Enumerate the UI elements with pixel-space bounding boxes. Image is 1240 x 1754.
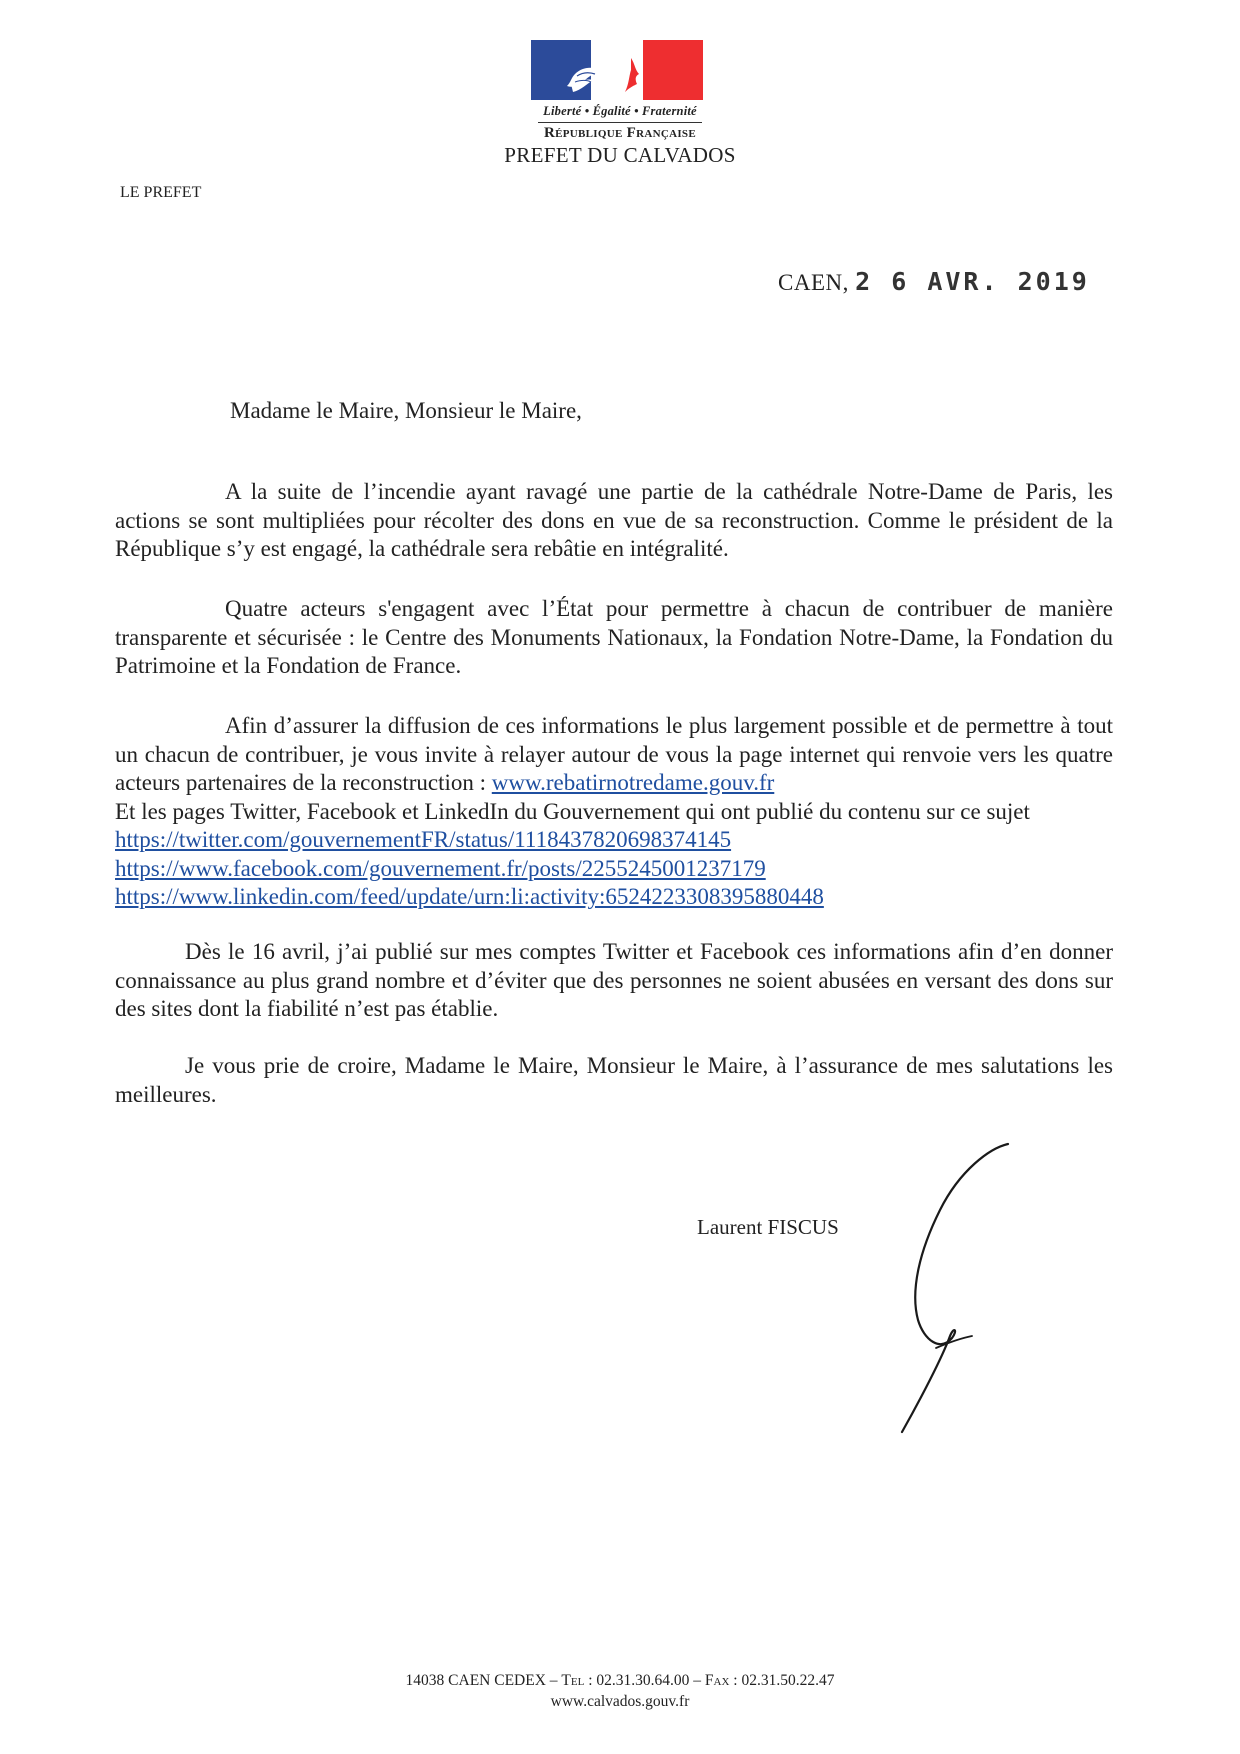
paragraph-fire bbox=[115, 478, 1113, 564]
link-linkedin[interactable]: https://www.linkedin.com/feed/update/urn:li:activity:6524223308395880448 bbox=[115, 884, 824, 909]
republic-motto: Liberté • Égalité • Fraternité bbox=[543, 104, 697, 118]
footer-tel-label: Tel bbox=[561, 1672, 585, 1689]
link-facebook[interactable]: https://www.facebook.com/gouvernement.fr/posts/2255245001237179 bbox=[115, 855, 766, 881]
date-stamp: 2 6 AVR. 2019 bbox=[855, 267, 1090, 296]
paragraph-publication-text: Dès le 16 avril, j’ai publié sur mes comptes Twitter et Facebook ces informations afin d’en donner connaissance au plus grand nombre et d’éviter que des personnes ne soient abusées en versant des dons sur des sites dont la fiabilité n’est pas établie. bbox=[115, 939, 1113, 1021]
sender-title: LE PREFET bbox=[120, 184, 202, 201]
prefecture-name: PREFET DU CALVADOS bbox=[504, 143, 736, 167]
handwritten-signature bbox=[880, 1140, 1020, 1440]
footer-website: www.calvados.gouv.fr bbox=[550, 1693, 690, 1710]
paragraph-links-text: Afin d’assurer la diffusion de ces informations le plus largement possible et de permettre à tout un chacun de contribuer, je vous invite à relayer autour de vous la page internet qui renvoie vers les quatre acteurs partenaires de la reconstruction : bbox=[115, 713, 1113, 795]
salutation: Madame le Maire, Monsieur le Maire, bbox=[230, 398, 582, 423]
paragraph-closing-text: Je vous prie de croire, Madame le Maire, Monsieur le Maire, à l’assurance de mes salutations les meilleures. bbox=[115, 1053, 1113, 1107]
paragraph-actors bbox=[115, 595, 1113, 681]
date-city: CAEN, bbox=[778, 270, 849, 295]
republic-name: République Française bbox=[544, 125, 696, 141]
motto-divider bbox=[538, 122, 702, 123]
paragraph-publication bbox=[115, 938, 1113, 1024]
letter-date bbox=[778, 267, 1090, 296]
signer-name: Laurent FISCUS bbox=[697, 1215, 839, 1239]
link-twitter[interactable]: https://twitter.com/gouvernementFR/status/1118437820698374145 bbox=[115, 827, 732, 852]
flag-red-band bbox=[643, 40, 703, 100]
paragraph-social-intro: Et les pages Twitter, Facebook et LinkedIn du Gouvernement qui ont publié du contenu sur ce sujet bbox=[115, 798, 1030, 824]
footer-city: 14038 CAEN CEDEX bbox=[405, 1672, 546, 1689]
marianne-logo bbox=[531, 40, 703, 100]
link-rebatirnotredame[interactable]: www.rebatirnotredame.gouv.fr bbox=[491, 770, 775, 795]
footer-tel: 02.31.30.64.00 bbox=[596, 1672, 690, 1689]
paragraph-fire-text: A la suite de l’incendie ayant ravagé une partie de la cathédrale Notre-Dame de Paris, les actions se sont multipliées pour récolter des dons en vue de sa reconstruction. Comme le président de la République s’y est engagé, la cathédrale sera rebâtie en intégralité. bbox=[115, 479, 1113, 561]
footer-fax-label: Fax bbox=[704, 1672, 730, 1689]
paragraph-links bbox=[115, 712, 1113, 912]
paragraph-actors-text: Quatre acteurs s'engagent avec l’État pour permettre à chacun de contribuer de manière transparente et sécurisée : le Centre des Monuments Nationaux, la Fondation Notre-Dame, la Fondation du Patrimoine et la Fondation de France. bbox=[115, 596, 1113, 678]
footer-address: 14038 CAEN CEDEX – Tel : 02.31.30.64.00 – Fax : 02.31.50.22.47 bbox=[405, 1672, 835, 1689]
footer-fax: 02.31.50.22.47 bbox=[741, 1672, 835, 1689]
paragraph-closing bbox=[115, 1052, 1113, 1109]
